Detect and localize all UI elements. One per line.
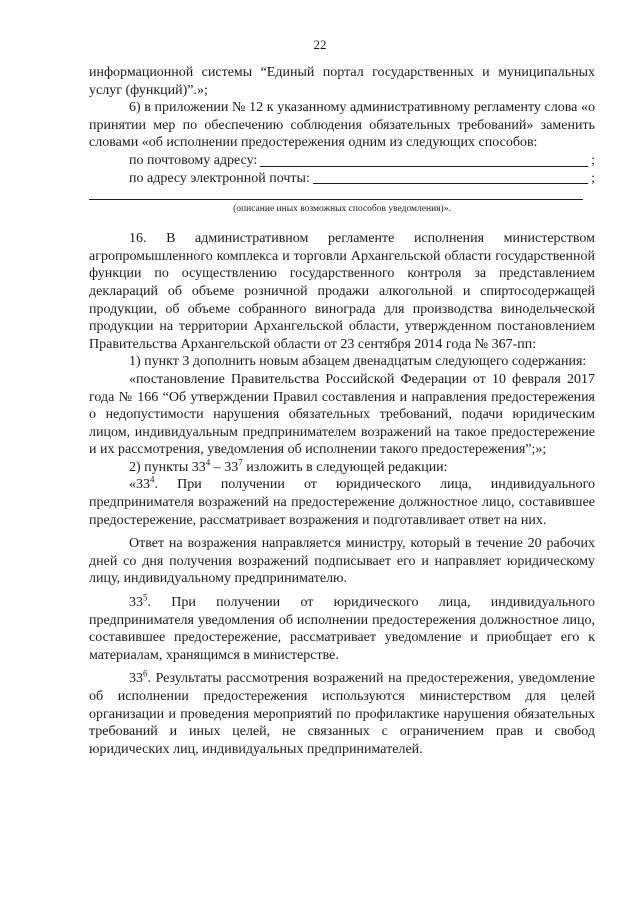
paragraph-33-6: $33^6$. Результаты рассмотрения возражений на предостережения, уведомление об исполнении предостережения используются министерством для целей организации и проведения мероприятий по профилактике нарушения обязательных требований и иных целей, не связанных с ограничением прав и свобод юридических лиц, индивидуальных предпринимателей. bbox=[89, 668, 595, 757]
page-number: 22 bbox=[313, 37, 327, 52]
paragraph-item-6: 6) в приложении № 12 к указанному административному регламенту слова «о принятии мер по обеспечению соблюдения обязательных требований» заменить словами «об исполнении предостережения одним из следующих способов: bbox=[89, 100, 595, 151]
paragraph-item-1: 1) пункт 3 дополнить новым абзацем двенадцатым следующего содержания: bbox=[129, 354, 587, 370]
other-methods-blank-line bbox=[89, 199, 583, 200]
paragraph-answer: Ответ на возражения направляется министру, который в течение 20 рабочих дней со дня получения возражений подписывает его и направляет юридическому лицу, индивидуальному предпринимателю. bbox=[89, 536, 595, 587]
other-methods-caption: (описание иных возможных способов уведомления)». bbox=[233, 204, 451, 215]
semicolon: ; bbox=[591, 152, 595, 168]
document-body bbox=[89, 64, 595, 758]
paragraph-16: 16. В административном регламенте исполнения министерством агропромышленного комплекса и торговли Архангельской области государственной функции по осуществлению государственного контроля за представлением деклараций об объеме розничной продажи алкогольной и спиртосодержащей продукции, об объеме собранного винограда для производства винодельческой продукции на территории Архангельской области, утвержденном постановлением Правительства Архангельской области от 23 сентября 2014 года № 367-пп: bbox=[89, 231, 595, 352]
paragraph-33-5: $33^5$. При получении от юридического лица, индивидуального предпринимателя уведомления об исполнении предостережения должностное лицо, составившее предостережение, рассматривает уведомление и приобщает его к материалам, хранящимся в министерстве. bbox=[89, 592, 595, 663]
email-address-blank bbox=[313, 170, 588, 184]
postal-address-label: по почтовому адресу: bbox=[129, 152, 258, 168]
semicolon: ; bbox=[591, 170, 595, 186]
paragraph-item-2: 2) пункты $33^4 - 33^7$ изложить в следующей редакции: bbox=[129, 457, 448, 475]
paragraph-33-4: «$33^4$. При получении от юридического лица, индивидуального предпринимателя возражений на предостережение должностное лицо, составившее предостережение, рассматривает возражения и подготавливает ответ на них. bbox=[89, 474, 595, 528]
postal-address-line bbox=[129, 152, 595, 170]
email-address-line bbox=[129, 170, 595, 188]
email-address-label: по адресу электронной почты: bbox=[129, 170, 310, 186]
paragraph-portal-continuation: информационной системы “Единый портал государственных и муниципальных услуг (функций)”.»; bbox=[89, 65, 595, 98]
postal-address-blank bbox=[260, 153, 588, 167]
paragraph-quote-resolution: «постановление Правительства Российской Федерации от 10 февраля 2017 года № 166 “Об утверждении Правил составления и направления предостережения о недопустимости нарушения обязательных требований, подачи юридическим лицом, индивидуальным предпринимателем возражений на такое предостережение и их рассмотрения, уведомления об исполнении такого предостережения”;»; bbox=[89, 371, 595, 458]
